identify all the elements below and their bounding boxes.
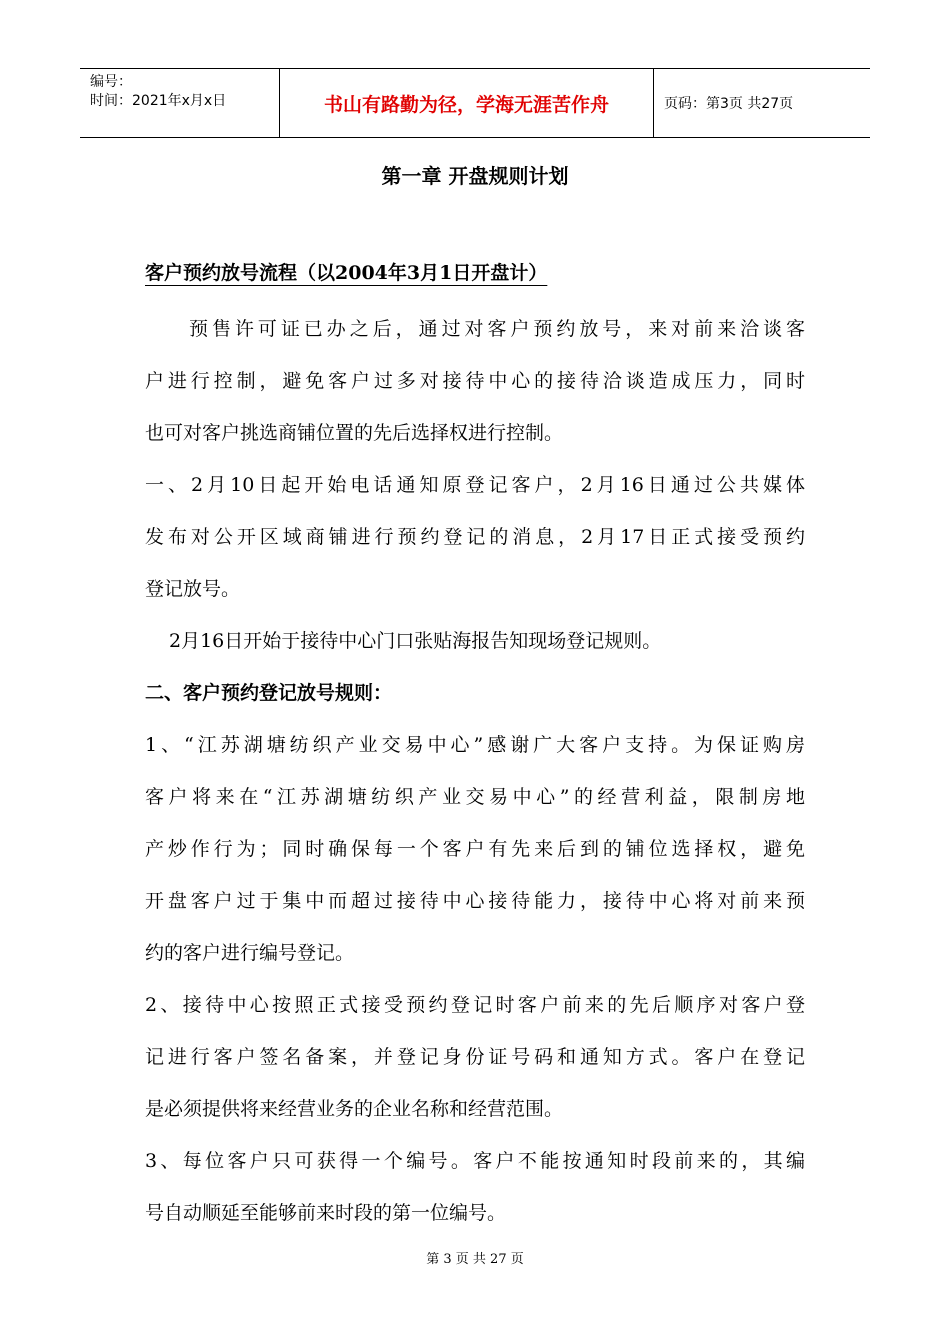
rule-1-line-5: 约的客户进行编号登记。	[145, 942, 355, 964]
header-meta	[80, 69, 280, 137]
intro-line-2: 户进行控制，避免客户过多对接待中心的接待洽谈造成压力，同时	[145, 370, 805, 392]
rule-2-line-1: 2、接待中心按照正式接受预约登记时客户前来的先后顺序对客户登	[145, 994, 805, 1016]
rule-1-line-4: 开盘客户过于集中而超过接待中心接待能力，接待中心将对前来预	[145, 890, 805, 912]
notice-line: 2月16日开始于接待中心门口张贴海报告知现场登记规则。	[169, 630, 662, 652]
rule-1-line-2: 客户将来在“江苏湖塘纺织产业交易中心”的经营利益，限制房地	[145, 786, 805, 808]
intro-line-1: 预售许可证已办之后，通过对客户预约放号，来对前来洽谈客	[189, 318, 805, 340]
intro-line-3: 也可对客户挑选商铺位置的先后选择权进行控制。	[145, 422, 564, 444]
rule-3-line-2: 号自动顺延至能够前来时段的第一位编号。	[145, 1202, 507, 1224]
section-title: 客户预约放号流程（以2004年3月1日开盘计）	[145, 262, 548, 284]
header-motto: 书山有路勤为径，学海无涯苦作舟	[280, 69, 654, 137]
item-one-line-3: 登记放号。	[145, 578, 241, 600]
item-one-line-1: 一、2月10日起开始电话通知原登记客户，2月16日通过公共媒体	[145, 474, 805, 496]
item-one-line-2: 发布对公开区域商铺进行预约登记的消息，2月17日正式接受预约	[145, 526, 805, 548]
time-label: 时间：2021年x月x日	[90, 93, 227, 109]
rule-2-line-3: 是必须提供将来经营业务的企业名称和经营范围。	[145, 1098, 564, 1120]
heading-two: 二、客户预约登记放号规则：	[145, 682, 393, 704]
rule-1-line-1: 1、“江苏湖塘纺织产业交易中心”感谢广大客户支持。为保证购房	[145, 734, 805, 756]
header-page-info: 页码：第3页 共27页	[664, 96, 794, 112]
chapter-title: 第一章 开盘规则计划	[381, 164, 569, 188]
page-footer: 第 3 页 共 27 页	[426, 1252, 524, 1267]
rule-3-line-1: 3、每位客户只可获得一个编号。客户不能按通知时段前来的，其编	[145, 1150, 805, 1172]
number-label: 编号：	[90, 74, 132, 90]
rule-2-line-2: 记进行客户签名备案，并登记身份证号码和通知方式。客户在登记	[145, 1046, 805, 1068]
rule-1-line-3: 产炒作行为；同时确保每一个客户有先来后到的铺位选择权，避免	[145, 838, 805, 860]
page-header	[80, 68, 870, 138]
